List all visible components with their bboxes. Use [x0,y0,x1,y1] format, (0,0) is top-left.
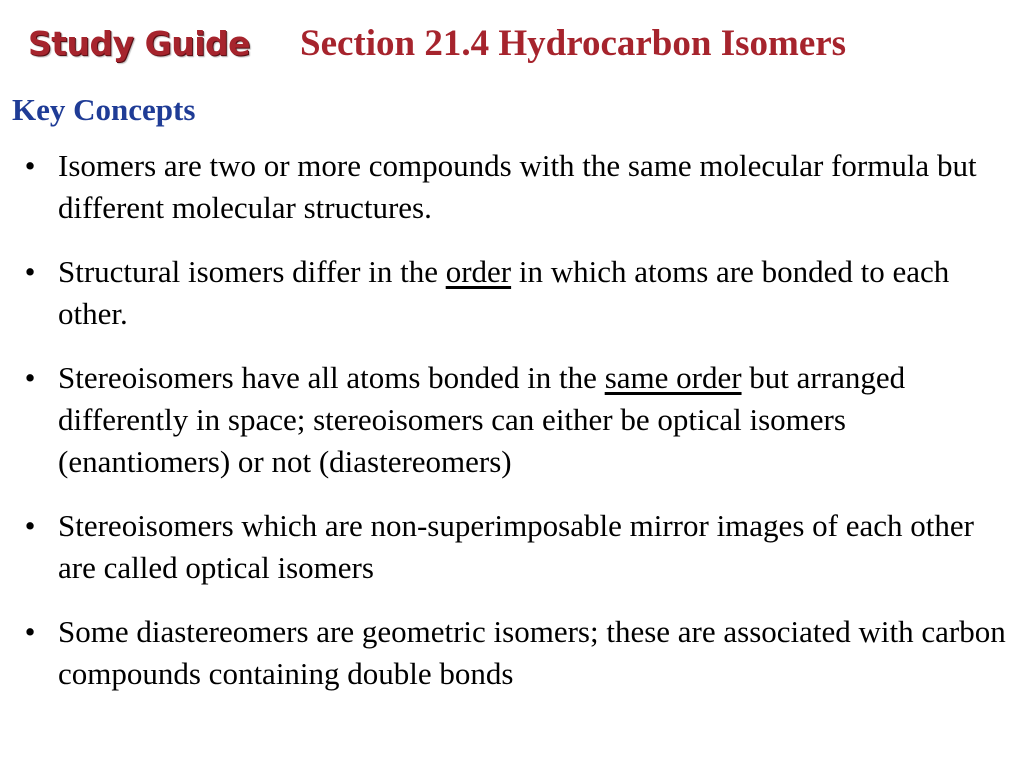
bullet-text: Stereoisomers which are non-superimposable mirror images of each other are called optical isomers [58,508,974,585]
list-item [20,611,1010,695]
bullet-icon: • [24,614,36,649]
underlined-term: order [445,254,512,289]
bullet-text-end: but arranged differently in space; stereoisomers can either be optical isomers (enantiomers) or not (diastereomers) [58,360,906,479]
underlined-term: same order [604,360,742,395]
bullet-icon: • [24,148,36,183]
bullet-text: Some diastereomers are geometric isomers; these are associated with carbon compounds containing double bonds [58,614,1006,691]
page-title: Section 21.4 Hydrocarbon Isomers [300,23,847,64]
bullet-text: Isomers are two or more compounds with the same molecular formula but different molecular structures. [58,148,977,225]
bullet-text-start: Stereoisomers have all atoms bonded in the [58,360,605,395]
bullet-icon: • [24,254,36,289]
section-heading: Key Concepts [12,92,196,127]
list-item [20,505,1010,589]
bullet-icon: • [24,360,36,395]
list-item [20,145,1010,229]
bullet-text-start: Structural isomers differ in the [58,254,446,289]
list-item [20,251,1010,335]
bullet-icon: • [24,508,36,543]
list-item [20,357,1010,483]
bullet-text-end: in which atoms are bonded to each other. [58,254,950,331]
study-guide-logo: Study Guide [28,24,251,63]
key-concepts-list [20,145,1010,717]
